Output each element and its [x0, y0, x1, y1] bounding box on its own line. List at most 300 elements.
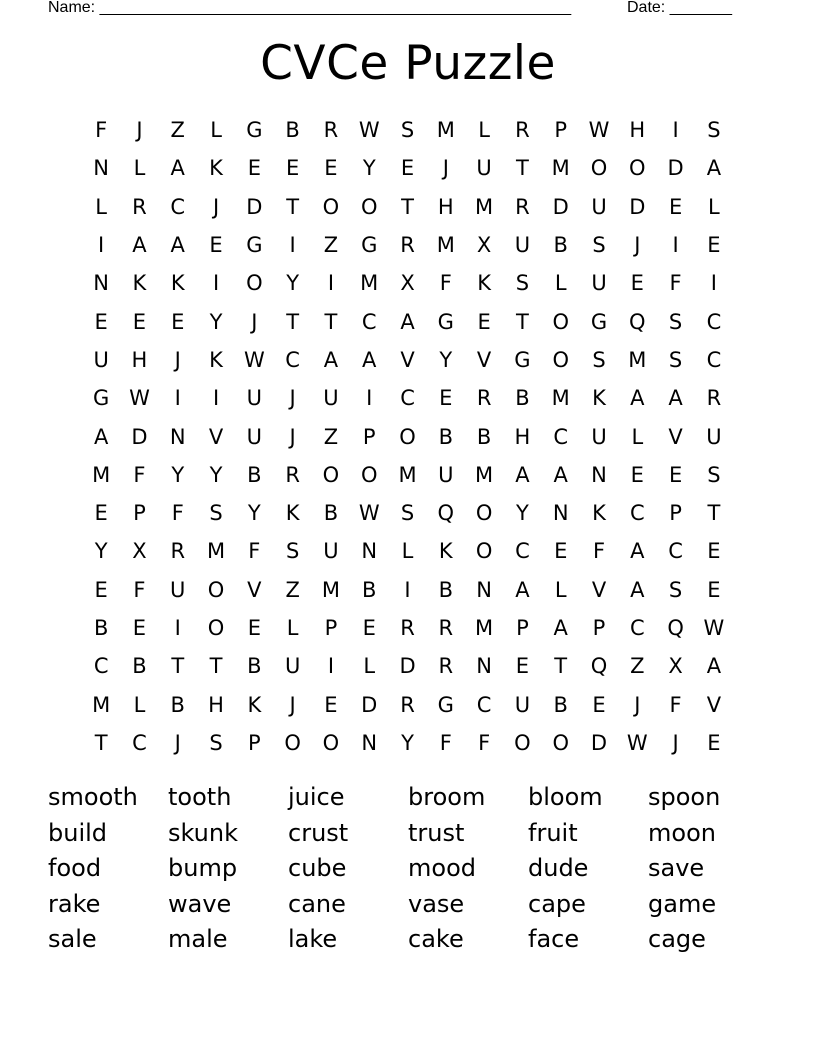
grid-letter: G	[246, 118, 263, 143]
word-list-item: cube	[288, 854, 347, 882]
grid-letter: O	[552, 347, 569, 372]
word-list-item: dude	[528, 854, 589, 882]
grid-letter: U	[93, 347, 109, 372]
grid-letter: R	[400, 233, 415, 258]
grid-letter: I	[174, 386, 181, 411]
grid-letter: O	[552, 730, 569, 755]
grid-letter: T	[516, 156, 529, 181]
grid-letter: O	[629, 156, 646, 181]
word-list-item: spoon	[648, 783, 721, 811]
grid-letter: V	[668, 424, 683, 449]
word-list-item: game	[648, 889, 717, 918]
grid-letter: L	[401, 539, 414, 564]
grid-letter: O	[207, 616, 225, 640]
grid-letter: U	[591, 271, 607, 296]
grid-letter: C	[285, 347, 300, 372]
grid-letter: V	[591, 577, 607, 602]
grid-letter: N	[361, 539, 378, 564]
grid-letter: W	[626, 730, 648, 755]
grid-letter: B	[247, 462, 262, 487]
grid-letter: S	[285, 539, 300, 564]
grid-letter: E	[707, 539, 721, 564]
grid-letter: I	[212, 386, 220, 411]
grid-letter: X	[476, 233, 492, 258]
grid-letter: O	[552, 309, 569, 334]
grid-letter: Y	[439, 347, 453, 372]
grid-letter: T	[554, 654, 568, 679]
grid-letter: M	[551, 386, 570, 411]
grid-letter: B	[438, 424, 454, 449]
word-list-item: build	[48, 818, 108, 847]
grid-letter: A	[400, 309, 415, 334]
grid-letter: K	[477, 271, 491, 296]
grid-letter: L	[554, 577, 567, 602]
word-list-item: vase	[408, 889, 465, 918]
grid-letter: H	[131, 347, 148, 372]
grid-letter: T	[171, 654, 185, 679]
grid-letter: L	[210, 118, 222, 143]
grid-letter: U	[246, 386, 263, 411]
grid-letter: A	[553, 616, 568, 640]
word-list-item: moon	[648, 818, 716, 847]
grid-letter: K	[438, 539, 453, 564]
grid-letter: L	[363, 654, 376, 679]
grid-letter: B	[323, 501, 339, 526]
word-list-item: trust	[408, 818, 465, 847]
grid-letter: B	[93, 616, 109, 640]
grid-letter: Z	[285, 577, 300, 602]
grid-letter: S	[400, 501, 415, 526]
grid-letter: Y	[516, 501, 529, 526]
word-list-item: crust	[288, 818, 349, 847]
grid-letter: A	[706, 156, 722, 181]
grid-letter: M	[206, 539, 226, 564]
grid-letter: P	[516, 616, 529, 640]
grid-letter: B	[285, 118, 300, 143]
grid-letter: P	[362, 424, 376, 449]
grid-letter: R	[438, 616, 454, 640]
grid-letter: L	[133, 156, 146, 181]
word-list-item: wave	[168, 889, 232, 918]
grid-letter: E	[324, 692, 338, 717]
grid-letter: J	[289, 386, 296, 411]
grid-letter: E	[668, 194, 683, 219]
word-list-item: food	[48, 854, 102, 882]
grid-letter: O	[322, 730, 340, 755]
grid-letter: L	[478, 118, 490, 143]
grid-letter: J	[251, 309, 258, 334]
grid-letter: F	[669, 271, 682, 296]
word-list-item: mood	[408, 854, 476, 882]
grid-letter: A	[170, 233, 185, 258]
grid-letter: U	[246, 424, 263, 449]
grid-letter: G	[590, 309, 608, 334]
grid-letter: S	[592, 347, 606, 372]
grid-letter: P	[554, 118, 568, 143]
grid-letter: R	[706, 386, 722, 411]
grid-letter: T	[209, 654, 223, 679]
grid-letter: R	[476, 386, 492, 411]
grid-letter: R	[438, 654, 454, 679]
grid-letter: V	[208, 424, 224, 449]
grid-letter: E	[707, 233, 721, 258]
grid-letter: A	[93, 424, 109, 449]
grid-letter: P	[133, 501, 146, 526]
grid-letter: O	[207, 577, 225, 602]
grid-letter: J	[442, 156, 449, 181]
grid-letter: O	[284, 730, 301, 755]
grid-letter: S	[515, 271, 530, 296]
grid-letter: G	[93, 386, 110, 411]
word-list-item: save	[648, 854, 705, 882]
word-list-item: broom	[408, 783, 486, 811]
grid-letter: Y	[247, 501, 261, 526]
grid-letter: G	[361, 233, 378, 258]
word-list-item: juice	[288, 783, 345, 811]
grid-letter: B	[476, 424, 492, 449]
date-field: Date: _______	[627, 0, 732, 16]
grid-letter: T	[94, 730, 108, 755]
grid-letter: J	[174, 730, 181, 755]
grid-letter: E	[209, 233, 223, 258]
grid-letter: E	[132, 309, 147, 334]
grid-letter: O	[360, 194, 378, 219]
grid-letter: D	[629, 194, 646, 219]
grid-letter: R	[400, 616, 415, 640]
grid-letter: J	[136, 118, 143, 143]
word-list	[48, 780, 768, 958]
grid-letter: O	[322, 462, 340, 487]
grid-letter: W	[358, 501, 380, 526]
grid-letter: N	[476, 577, 492, 602]
word-list-item: smooth	[48, 783, 138, 811]
grid-letter: E	[707, 577, 721, 602]
grid-letter: V	[247, 577, 262, 602]
grid-letter: C	[553, 424, 569, 449]
grid-letter: I	[710, 271, 717, 296]
grid-letter: Q	[629, 309, 646, 334]
grid-letter: I	[289, 233, 296, 258]
grid-letter: W	[588, 118, 610, 143]
grid-letter: J	[634, 692, 641, 717]
grid-letter: L	[631, 424, 644, 449]
grid-letter: Y	[94, 539, 108, 564]
grid-letter: I	[327, 271, 335, 296]
grid-letter: G	[437, 692, 454, 717]
grid-letter: M	[628, 347, 647, 372]
grid-letter: B	[362, 577, 377, 602]
grid-letter: W	[703, 616, 725, 640]
word-list-item: cape	[528, 889, 586, 918]
grid-letter: D	[361, 692, 378, 717]
grid-letter: S	[668, 309, 683, 334]
grid-letter: Z	[323, 424, 339, 449]
grid-letter: Y	[209, 309, 223, 334]
grid-letter: A	[553, 462, 568, 487]
grid-letter: W	[129, 386, 150, 411]
grid-letter: T	[324, 309, 338, 334]
grid-letter: E	[630, 462, 644, 487]
grid-letter: P	[248, 730, 261, 755]
grid-letter: Y	[362, 156, 376, 181]
name-field: Name: _____________________________________________________	[48, 0, 572, 16]
letter-grid	[82, 111, 733, 762]
word-list-item: cage	[648, 925, 706, 953]
word-list-item: cake	[408, 925, 464, 953]
grid-letter: L	[286, 616, 299, 640]
grid-letter: P	[669, 501, 682, 526]
grid-letter: U	[323, 539, 339, 564]
grid-letter: N	[591, 462, 607, 487]
grid-letter: E	[247, 616, 261, 640]
grid-letter: B	[247, 654, 262, 679]
grid-letter: Z	[630, 654, 645, 679]
grid-letter: Y	[286, 271, 300, 296]
grid-letter: D	[552, 194, 569, 219]
grid-letter: I	[672, 233, 679, 258]
grid-letter: F	[439, 730, 452, 755]
grid-letter: J	[634, 233, 641, 258]
grid-letter: P	[324, 616, 338, 640]
grid-letter: L	[95, 194, 107, 219]
grid-letter: S	[209, 501, 223, 526]
grid-letter: R	[515, 194, 530, 219]
grid-letter: B	[553, 233, 568, 258]
grid-letter: E	[324, 156, 338, 181]
grid-letter: M	[321, 577, 340, 602]
word-list-item: skunk	[168, 818, 238, 847]
word-list-item: lake	[288, 925, 338, 953]
grid-letter: E	[477, 309, 491, 334]
grid-letter: V	[706, 692, 722, 717]
grid-letter: J	[174, 347, 181, 372]
word-list-item: tooth	[168, 783, 232, 811]
grid-letter: X	[132, 539, 147, 564]
grid-letter: E	[94, 309, 108, 334]
grid-letter: S	[707, 462, 721, 487]
grid-letter: A	[630, 577, 645, 602]
grid-letter: E	[400, 156, 415, 181]
grid-letter: X	[400, 271, 415, 296]
grid-letter: D	[131, 424, 148, 449]
grid-letter: I	[212, 271, 220, 296]
grid-letter: C	[132, 730, 147, 755]
grid-letter: F	[248, 539, 261, 564]
grid-letter: H	[514, 424, 531, 449]
grid-letter: I	[366, 386, 373, 411]
grid-letter: K	[592, 386, 606, 411]
grid-letter: K	[247, 692, 262, 717]
grid-letter: E	[362, 616, 376, 640]
grid-letter: K	[132, 271, 147, 296]
grid-letter: F	[478, 730, 491, 755]
grid-letter: M	[92, 692, 111, 717]
grid-letter: E	[171, 309, 185, 334]
grid-letter: L	[133, 692, 146, 717]
grid-letter: E	[439, 386, 453, 411]
grid-letter: J	[672, 730, 679, 755]
grid-letter: R	[285, 462, 300, 487]
grid-letter: R	[132, 194, 147, 219]
grid-letter: T	[286, 194, 300, 219]
grid-letter: B	[515, 386, 530, 411]
grid-letter: U	[170, 577, 186, 602]
grid-letter: A	[362, 347, 377, 372]
grid-letter: K	[209, 347, 223, 372]
grid-letter: E	[247, 156, 261, 181]
grid-letter: D	[246, 194, 263, 219]
grid-letter: U	[591, 194, 607, 219]
grid-letter: J	[289, 424, 296, 449]
grid-letter: P	[592, 616, 606, 640]
grid-letter: D	[667, 156, 684, 181]
grid-letter: H	[437, 194, 454, 219]
grid-letter: I	[672, 118, 679, 143]
grid-letter: G	[246, 233, 263, 258]
grid-letter: A	[323, 347, 339, 372]
word-list-item: bloom	[528, 783, 603, 811]
grid-letter: R	[323, 118, 339, 143]
word-list-item: fruit	[528, 818, 578, 847]
grid-letter: M	[92, 462, 111, 487]
word-list-item: sale	[48, 925, 97, 953]
grid-letter: O	[360, 462, 378, 487]
grid-letter: M	[475, 616, 494, 640]
grid-letter: H	[208, 692, 224, 717]
word-list-item: male	[168, 925, 228, 953]
grid-letter: C	[706, 309, 722, 334]
grid-letter: T	[401, 194, 414, 219]
grid-letter: E	[630, 271, 644, 296]
grid-letter: F	[133, 462, 146, 487]
grid-letter: L	[554, 271, 567, 296]
grid-letter: C	[400, 386, 415, 411]
grid-letter: G	[514, 347, 531, 372]
grid-letter: C	[629, 616, 645, 640]
grid-letter: F	[592, 539, 606, 564]
grid-letter: U	[438, 462, 454, 487]
grid-letter: U	[476, 156, 492, 181]
grid-letter: M	[398, 462, 417, 487]
grid-letter: B	[170, 692, 185, 717]
grid-letter: M	[436, 118, 455, 143]
grid-letter: N	[93, 156, 109, 181]
grid-letter: I	[98, 233, 105, 258]
grid-letter: E	[668, 462, 683, 487]
grid-letter: M	[360, 271, 379, 296]
grid-letter: D	[399, 654, 416, 679]
grid-letter: S	[668, 577, 683, 602]
grid-letter: Z	[323, 233, 339, 258]
grid-letter: Z	[170, 118, 185, 143]
grid-letter: Q	[590, 654, 608, 679]
grid-letter: H	[629, 118, 646, 143]
grid-letter: A	[668, 386, 683, 411]
grid-letter: U	[591, 424, 607, 449]
grid-letter: C	[706, 347, 722, 372]
grid-letter: E	[707, 730, 721, 755]
grid-letter: S	[592, 233, 606, 258]
grid-letter: Y	[171, 462, 185, 487]
grid-letter: A	[630, 539, 645, 564]
grid-letter: R	[400, 692, 415, 717]
grid-letter: L	[708, 194, 720, 219]
grid-letter: O	[475, 539, 493, 564]
word-list-item: rake	[48, 889, 101, 918]
grid-letter: B	[132, 654, 147, 679]
grid-letter: O	[322, 194, 340, 219]
grid-letter: T	[286, 309, 300, 334]
grid-letter: W	[243, 347, 265, 372]
grid-letter: M	[436, 233, 455, 258]
grid-letter: C	[476, 692, 492, 717]
grid-letter: F	[95, 118, 108, 143]
grid-letter: B	[553, 692, 568, 717]
grid-letter: F	[439, 271, 452, 296]
grid-letter: N	[361, 730, 378, 755]
grid-letter: J	[289, 692, 296, 717]
grid-letter: E	[94, 577, 108, 602]
grid-letter: A	[515, 577, 530, 602]
grid-letter: U	[514, 233, 531, 258]
grid-letter: U	[706, 424, 722, 449]
grid-letter: E	[132, 616, 147, 640]
grid-letter: Y	[209, 462, 223, 487]
grid-letter: U	[514, 692, 531, 717]
grid-letter: Y	[401, 730, 414, 755]
grid-letter: N	[552, 501, 569, 526]
grid-letter: S	[668, 347, 683, 372]
grid-letter: I	[174, 616, 181, 640]
grid-letter: M	[551, 156, 570, 181]
grid-letter: Q	[667, 616, 684, 640]
grid-letter: E	[515, 654, 530, 679]
grid-letter: E	[285, 156, 300, 181]
grid-letter: C	[515, 539, 530, 564]
grid-letter: K	[209, 156, 223, 181]
puzzle-title: CVCe Puzzle	[260, 36, 556, 91]
grid-letter: Q	[437, 501, 455, 526]
grid-letter: F	[133, 577, 146, 602]
grid-letter: O	[246, 271, 263, 296]
grid-letter: E	[94, 501, 108, 526]
grid-letter: O	[514, 730, 531, 755]
grid-letter: F	[171, 501, 184, 526]
grid-letter: I	[327, 654, 335, 679]
grid-letter: N	[93, 271, 109, 296]
grid-letter: A	[170, 156, 185, 181]
grid-letter: A	[706, 654, 722, 679]
grid-letter: R	[515, 118, 530, 143]
grid-letter: V	[400, 347, 415, 372]
grid-letter: W	[358, 118, 380, 143]
grid-letter: U	[323, 386, 339, 411]
grid-letter: K	[285, 501, 300, 526]
grid-letter: E	[554, 539, 568, 564]
grid-letter: K	[170, 271, 185, 296]
grid-letter: V	[476, 347, 492, 372]
grid-letter: C	[361, 309, 377, 334]
grid-letter: T	[516, 309, 529, 334]
word-list-item: face	[528, 925, 580, 953]
grid-letter: N	[169, 424, 186, 449]
grid-letter: M	[475, 194, 494, 219]
grid-letter: J	[212, 194, 220, 219]
grid-letter: G	[437, 309, 454, 334]
grid-letter: U	[284, 654, 301, 679]
grid-letter: C	[668, 539, 683, 564]
grid-letter: R	[170, 539, 186, 564]
